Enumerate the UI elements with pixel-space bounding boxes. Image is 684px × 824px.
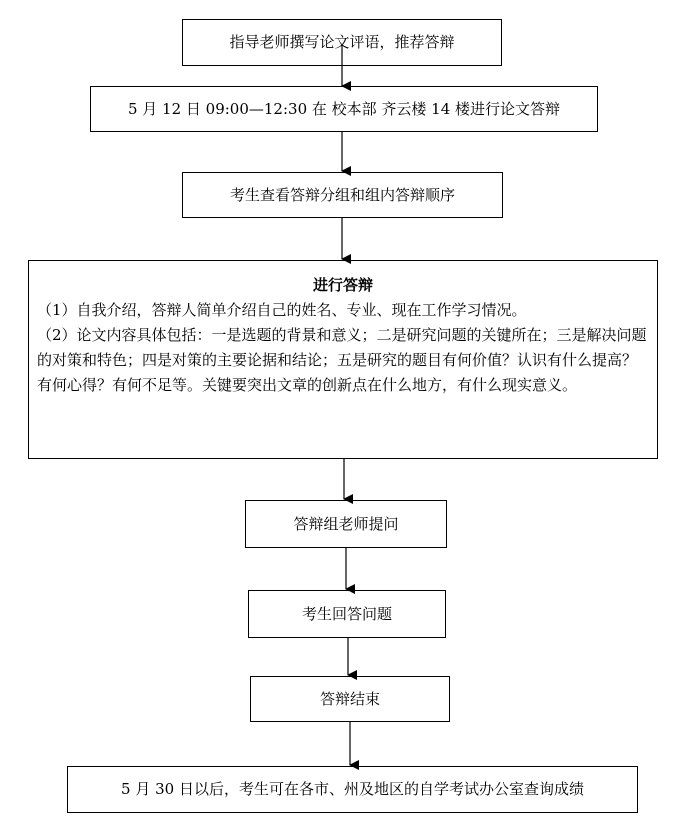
step-conduct-defense-title: 进行答辩: [312, 276, 373, 294]
defense-item-thesis-content: （2）论文内容具体包括：一是选题的背景和意义；二是研究问题的关键所在；三是解决问题的对策和特色；四是对策的主要论据和结论；五是研究的题目有何价值？认识有什么提高？有何心得？有何不足等。关键要突出文章的创新点在什么地方，有什么现实意义。: [37, 326, 647, 394]
step-check-results: [67, 766, 638, 813]
step-conduct-defense: [28, 260, 658, 459]
step-teacher-questions: [245, 500, 447, 548]
step-recommend-defense: [182, 19, 502, 66]
step-student-answers: [248, 590, 446, 638]
defense-item-self-intro: （1）自我介绍，答辩人简单介绍自己的姓名、专业、现在工作学习情况。: [37, 301, 527, 319]
step-recommend-defense-text: 指导老师撰写论文评语，推荐答辩: [229, 33, 455, 51]
step-defense-end-text: 答辩结束: [319, 689, 380, 708]
step-defense-end: [250, 676, 450, 722]
step-defense-schedule: [90, 86, 598, 132]
step-teacher-questions-text: 答辩组老师提问: [293, 514, 399, 533]
step-check-grouping-text: 考生查看答辩分组和组内答辩顺序: [229, 185, 455, 204]
step-check-grouping: [182, 172, 503, 218]
step-check-results-text: 5 月 30 日以后，考生可在各市、州及地区的自学考试办公室查询成绩: [121, 780, 584, 798]
step-student-answers-text: 考生回答问题: [301, 604, 392, 623]
step-defense-schedule-text: 5 月 12 日 09:00—12:30 在 校本部 齐云楼 14 楼进行论文答辩: [127, 99, 561, 118]
